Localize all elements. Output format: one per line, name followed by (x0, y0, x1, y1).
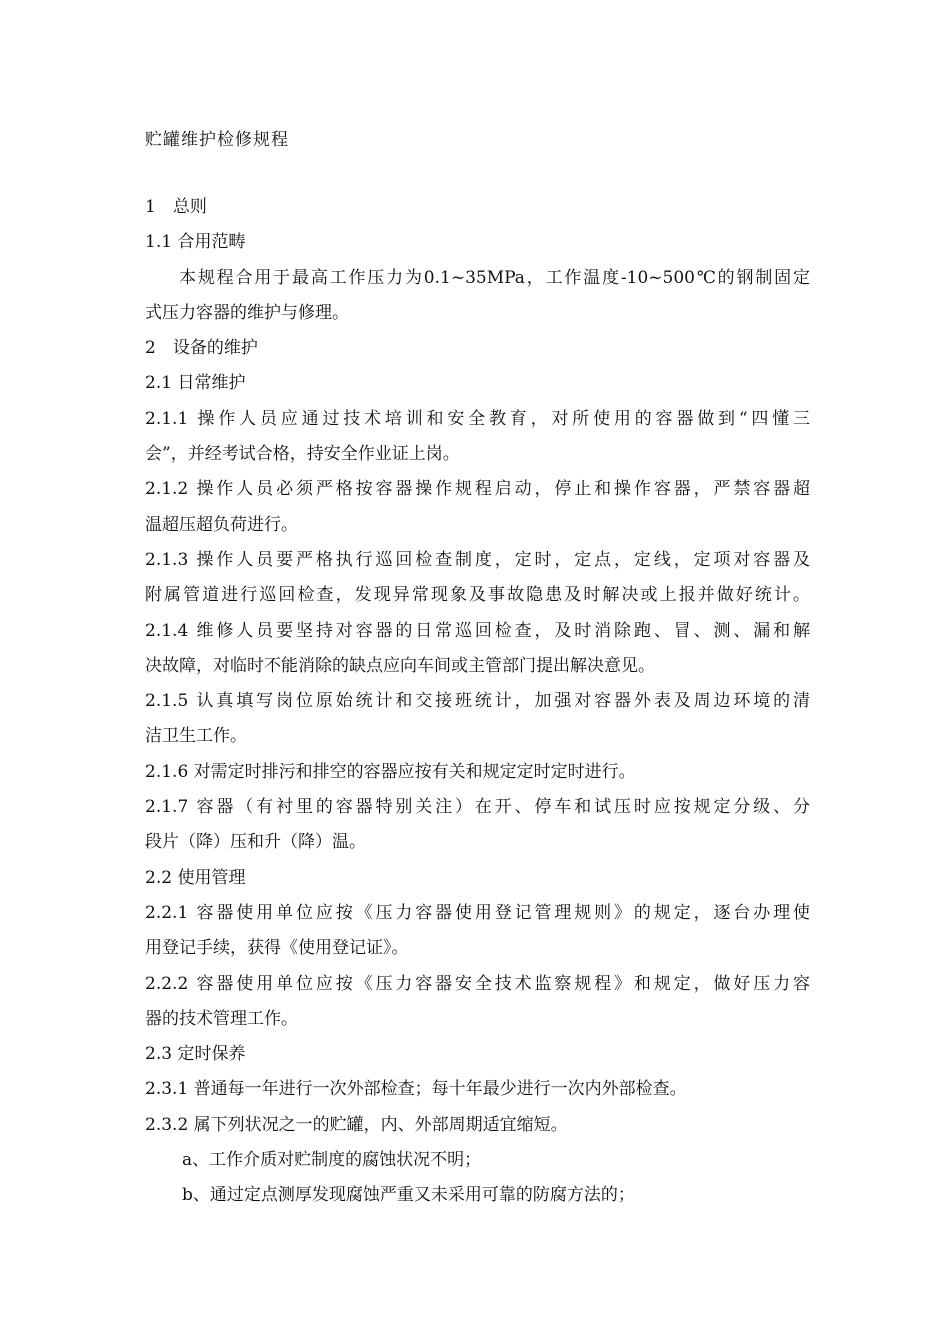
text-line: 1 总则 (145, 197, 207, 217)
text-line: 会”，并经考试合格，持安全作业证上岗。 (145, 444, 460, 465)
text-line: 2.1.2 操作人员必须严格按容器操作规程启动，停止和操作容器，严禁容器超 (145, 479, 810, 500)
text-line: 温超压超负荷进行。 (145, 514, 298, 535)
text-line: 1.1 合用范畴 (145, 232, 246, 253)
text-line: 2.3.2 属下列状况之一的贮罐，内、外部周期适宜缩短。 (145, 1114, 568, 1135)
text-line: 决故障，对临时不能消除的缺点应向车间或主管部门提出解决意见。 (145, 655, 655, 676)
text-line: 附属管道进行巡回检查，发现异常现象及事故隐患及时解决或上报并做好统计。 (145, 585, 810, 606)
text-line: 2.1.4 维修人员要坚持对容器的日常巡回检查，及时消除跑、冒、测、漏和解 (145, 620, 810, 641)
text-line: 2.1.3 操作人员要严格执行巡回检查制度，定时，定点，定线，定项对容器及 (145, 549, 810, 570)
text-line: 式压力容器的维护与修理。 (145, 302, 349, 323)
text-line: b、通过定点测厚发现腐蚀严重又未采用可靠的防腐方法的； (182, 1185, 635, 1206)
text-line: a、工作介质对贮制度的腐蚀状况不明； (182, 1150, 482, 1171)
text-line: 2.1.5 认真填写岗位原始统计和交接班统计，加强对容器外表及周边环境的清 (145, 691, 810, 712)
text-line: 洁卫生工作。 (145, 726, 247, 747)
text-line: 2.1.7 容器（有衬里的容器特别关注）在开、停车和试压时应按规定分级、分 (145, 797, 810, 818)
text-line: 2.2.1 容器使用单位应按《压力容器使用登记管理规则》的规定，逐台办理使 (145, 902, 810, 923)
text-line: 本规程合用于最高工作压力为0.1~35MPa，工作温度-10~500℃的钢制固定 (179, 267, 810, 288)
text-line: 2.1.6 对需定时排污和排空的容器应按有关和规定定时定时进行。 (145, 761, 636, 782)
text-line: 2 设备的维护 (145, 338, 258, 359)
text-line: 用登记手续，获得《使用登记证》。 (145, 938, 409, 959)
document-body (145, 190, 810, 1214)
text-line: 2.2 使用管理 (145, 867, 246, 888)
text-line: 2.2.2 容器使用单位应按《压力容器安全技术监察规程》和规定，做好压力容 (145, 973, 810, 994)
text-line: 器的技术管理工作。 (145, 1008, 298, 1029)
text-line: 2.1.1 操作人员应通过技术培训和安全教育，对所使用的容器做到“四懂三 (145, 408, 810, 429)
document-title: 贮罐维护检修规程 (145, 130, 289, 150)
text-line: 段片（降）压和升（降）温。 (145, 832, 366, 853)
text-line: 2.3.1 普通每一年进行一次外部检查；每十年最少进行一次内外部检查。 (145, 1079, 687, 1100)
text-line: 2.3 定时保养 (145, 1044, 246, 1065)
text-line: 2.1 日常维护 (145, 373, 246, 394)
